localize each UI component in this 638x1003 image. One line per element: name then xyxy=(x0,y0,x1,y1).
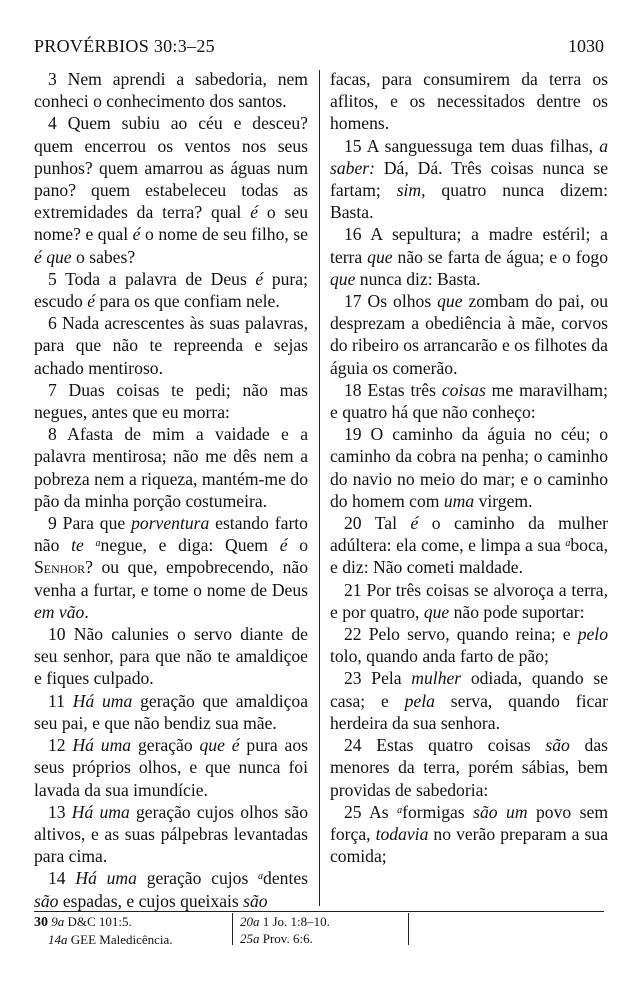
verse-number: 3 xyxy=(48,69,57,89)
footnote-column-2 xyxy=(240,913,400,945)
verse-number: 25 xyxy=(344,801,362,822)
right-column xyxy=(330,68,608,867)
verse-8: 8 Afasta de mim a vaidade e a palavra mentirosa; não me dês nem a pobreza nem a riqueza, mantém-me do pão da minha porção costumeira. xyxy=(34,424,308,511)
page-header xyxy=(34,36,604,62)
verse-number: 18 xyxy=(344,379,362,400)
verse-number: 16 xyxy=(344,224,362,245)
verse-15: 15 A sanguessuga tem duas filhas, a saber: Dá, Dá. Três coisas nunca se fartam; sim, quatro nunca dizem: Basta. xyxy=(330,135,608,223)
verse-number: 9 xyxy=(48,513,57,534)
verse-19: 19 O caminho da águia no céu; o caminho da cobra na penha; o caminho do navio no meio do mar; e o caminho do homem com uma virgem. xyxy=(330,424,608,511)
verse-number: 21 xyxy=(344,579,362,600)
footnote-item xyxy=(34,913,224,931)
footnote-ref[interactable]: 20a xyxy=(240,914,260,929)
verse-17: 17 Os olhos que zombam do pai, ou desprezam a obediência à mãe, corvos do ribeiro os arrancarão e os filhotes da águia os comerão. xyxy=(330,291,608,378)
verse-number: 22 xyxy=(344,624,362,645)
verse-14: 14 Há uma geração cujos $^a$dentes são espadas, e cujos queixais são xyxy=(34,868,308,911)
verse-6: 6 Nada acrescentes às suas palavras, para que não te repreenda e sejas achado mentiroso. xyxy=(34,313,308,378)
footnote-divider xyxy=(232,913,233,945)
footnote-ref[interactable]: 9a xyxy=(51,914,65,929)
verse-number: 17 xyxy=(344,291,362,312)
verse-21: 21 Por três coisas se alvoroça a terra, e por quatro, que não pode suportar: xyxy=(330,579,608,622)
footnote-item xyxy=(240,930,400,947)
verse-22: 22 Pelo servo, quando reina; e pelo tolo, quando anda farto de pão; xyxy=(330,624,608,667)
verse-number: 13 xyxy=(48,801,66,822)
verse-20: 20 Tal é o caminho da mulher adúltera: ela come, e limpa a sua $^a$boca, e diz: Não cometi maldade. xyxy=(330,513,608,578)
footnote-rule xyxy=(34,911,604,912)
verse-25: 25 As $^a$formigas são um povo sem força, todavia no verão preparam a sua comida; xyxy=(330,801,609,867)
footnote-text: Prov. 6:6. xyxy=(262,931,313,946)
footnote-chapter: 30 xyxy=(34,915,48,930)
page-number: 1030 xyxy=(568,36,604,56)
verse-number: 19 xyxy=(344,424,362,445)
footnote-item xyxy=(34,931,224,948)
verse-number: 20 xyxy=(344,513,362,534)
verse-number: 15 xyxy=(344,135,362,156)
verse-number: 14 xyxy=(48,868,66,889)
footnote-ref[interactable]: 25a xyxy=(240,931,260,946)
footnote-divider xyxy=(408,913,409,945)
footnote-marker[interactable]: a xyxy=(258,871,264,883)
verse-16: 16 A sepultura; a madre estéril; a terra que não se farta de água; e o fogo que nunca diz: Basta. xyxy=(330,224,608,289)
footnote-item xyxy=(240,913,400,930)
column-divider xyxy=(319,70,320,906)
footnote-text: D&C 101:5. xyxy=(67,914,132,929)
footnote-marker[interactable]: a xyxy=(565,538,571,550)
footnote-marker[interactable]: a xyxy=(397,804,403,816)
left-column xyxy=(34,68,308,912)
footnote-marker[interactable]: a xyxy=(95,538,101,550)
verse-number: 8 xyxy=(48,424,57,445)
footnote-ref[interactable]: 14a xyxy=(48,932,68,947)
verse-number: 24 xyxy=(344,735,362,756)
verse-number: 4 xyxy=(48,113,57,134)
verse-number: 10 xyxy=(48,624,66,645)
running-title: PROVÉRBIOS 30:3–25 xyxy=(34,36,215,56)
verse-10: 10 Não calunies o servo diante de seu senhor, para que não te amaldiçoe e fiques culpado. xyxy=(34,624,308,689)
verse-number: 7 xyxy=(48,379,57,400)
verse-4: 4 Quem subiu ao céu e desceu? quem encerrou os ventos nos seus punhos? quem amarrou as águas num pano? quem estabeleceu todas as extremidades da terra? qual é o seu nome? e qual é o nome de seu filho, se é que o sabes? xyxy=(34,113,308,267)
verse-number: 12 xyxy=(48,735,66,756)
footnote-text: GEE Maledicência. xyxy=(70,932,173,947)
verse-3: 3 Nem aprendi a sabedoria, nem conheci o conhecimento dos santos. xyxy=(34,69,308,112)
footnote-column-1 xyxy=(34,913,224,945)
verse-9: 9 Para que porventura estando farto não te $^a$negue, e diga: Quem é o Senhor? ou que, empobrecendo, não venha a furtar, e tome o nome de Deus em vão. xyxy=(34,513,308,622)
verse-11: 11 Há uma geração que amaldiçoa seu pai, e que não bendiz sua mãe. xyxy=(34,690,309,733)
verse-number: 5 xyxy=(48,268,57,289)
verse-23: 23 Pela mulher odiada, quando se casa; e pela serva, quando ficar herdeira da sua senhora. xyxy=(330,668,608,733)
verse-24: 24 Estas quatro coisas são das menores da terra, porém sábias, bem providas de sabedoria: xyxy=(330,735,608,800)
verse-5: 5 Toda a palavra de Deus é pura; escudo é para os que confiam nele. xyxy=(34,268,308,312)
verse-number: 23 xyxy=(344,668,362,689)
footnote-text: 1 Jo. 1:8–10. xyxy=(262,914,330,929)
footnotes xyxy=(34,913,604,953)
verse-13: 13 Há uma geração cujos olhos são altivos, e as suas pálpebras levantadas para cima. xyxy=(34,801,308,867)
verse-number: 6 xyxy=(48,313,57,334)
verse-number: 11 xyxy=(48,690,65,711)
verse-14-continued: facas, para consumirem da terra os aflitos, e os necessitados dentre os homens. xyxy=(330,69,608,134)
verse-12: 12 Há uma geração que é pura aos seus próprios olhos, e que nunca foi lavada da sua imundície. xyxy=(34,735,308,800)
verse-18: 18 Estas três coisas me maravilham; e quatro há que não conheço: xyxy=(330,379,608,423)
verse-7: 7 Duas coisas te pedi; não mas negues, antes que eu morra: xyxy=(34,379,308,423)
